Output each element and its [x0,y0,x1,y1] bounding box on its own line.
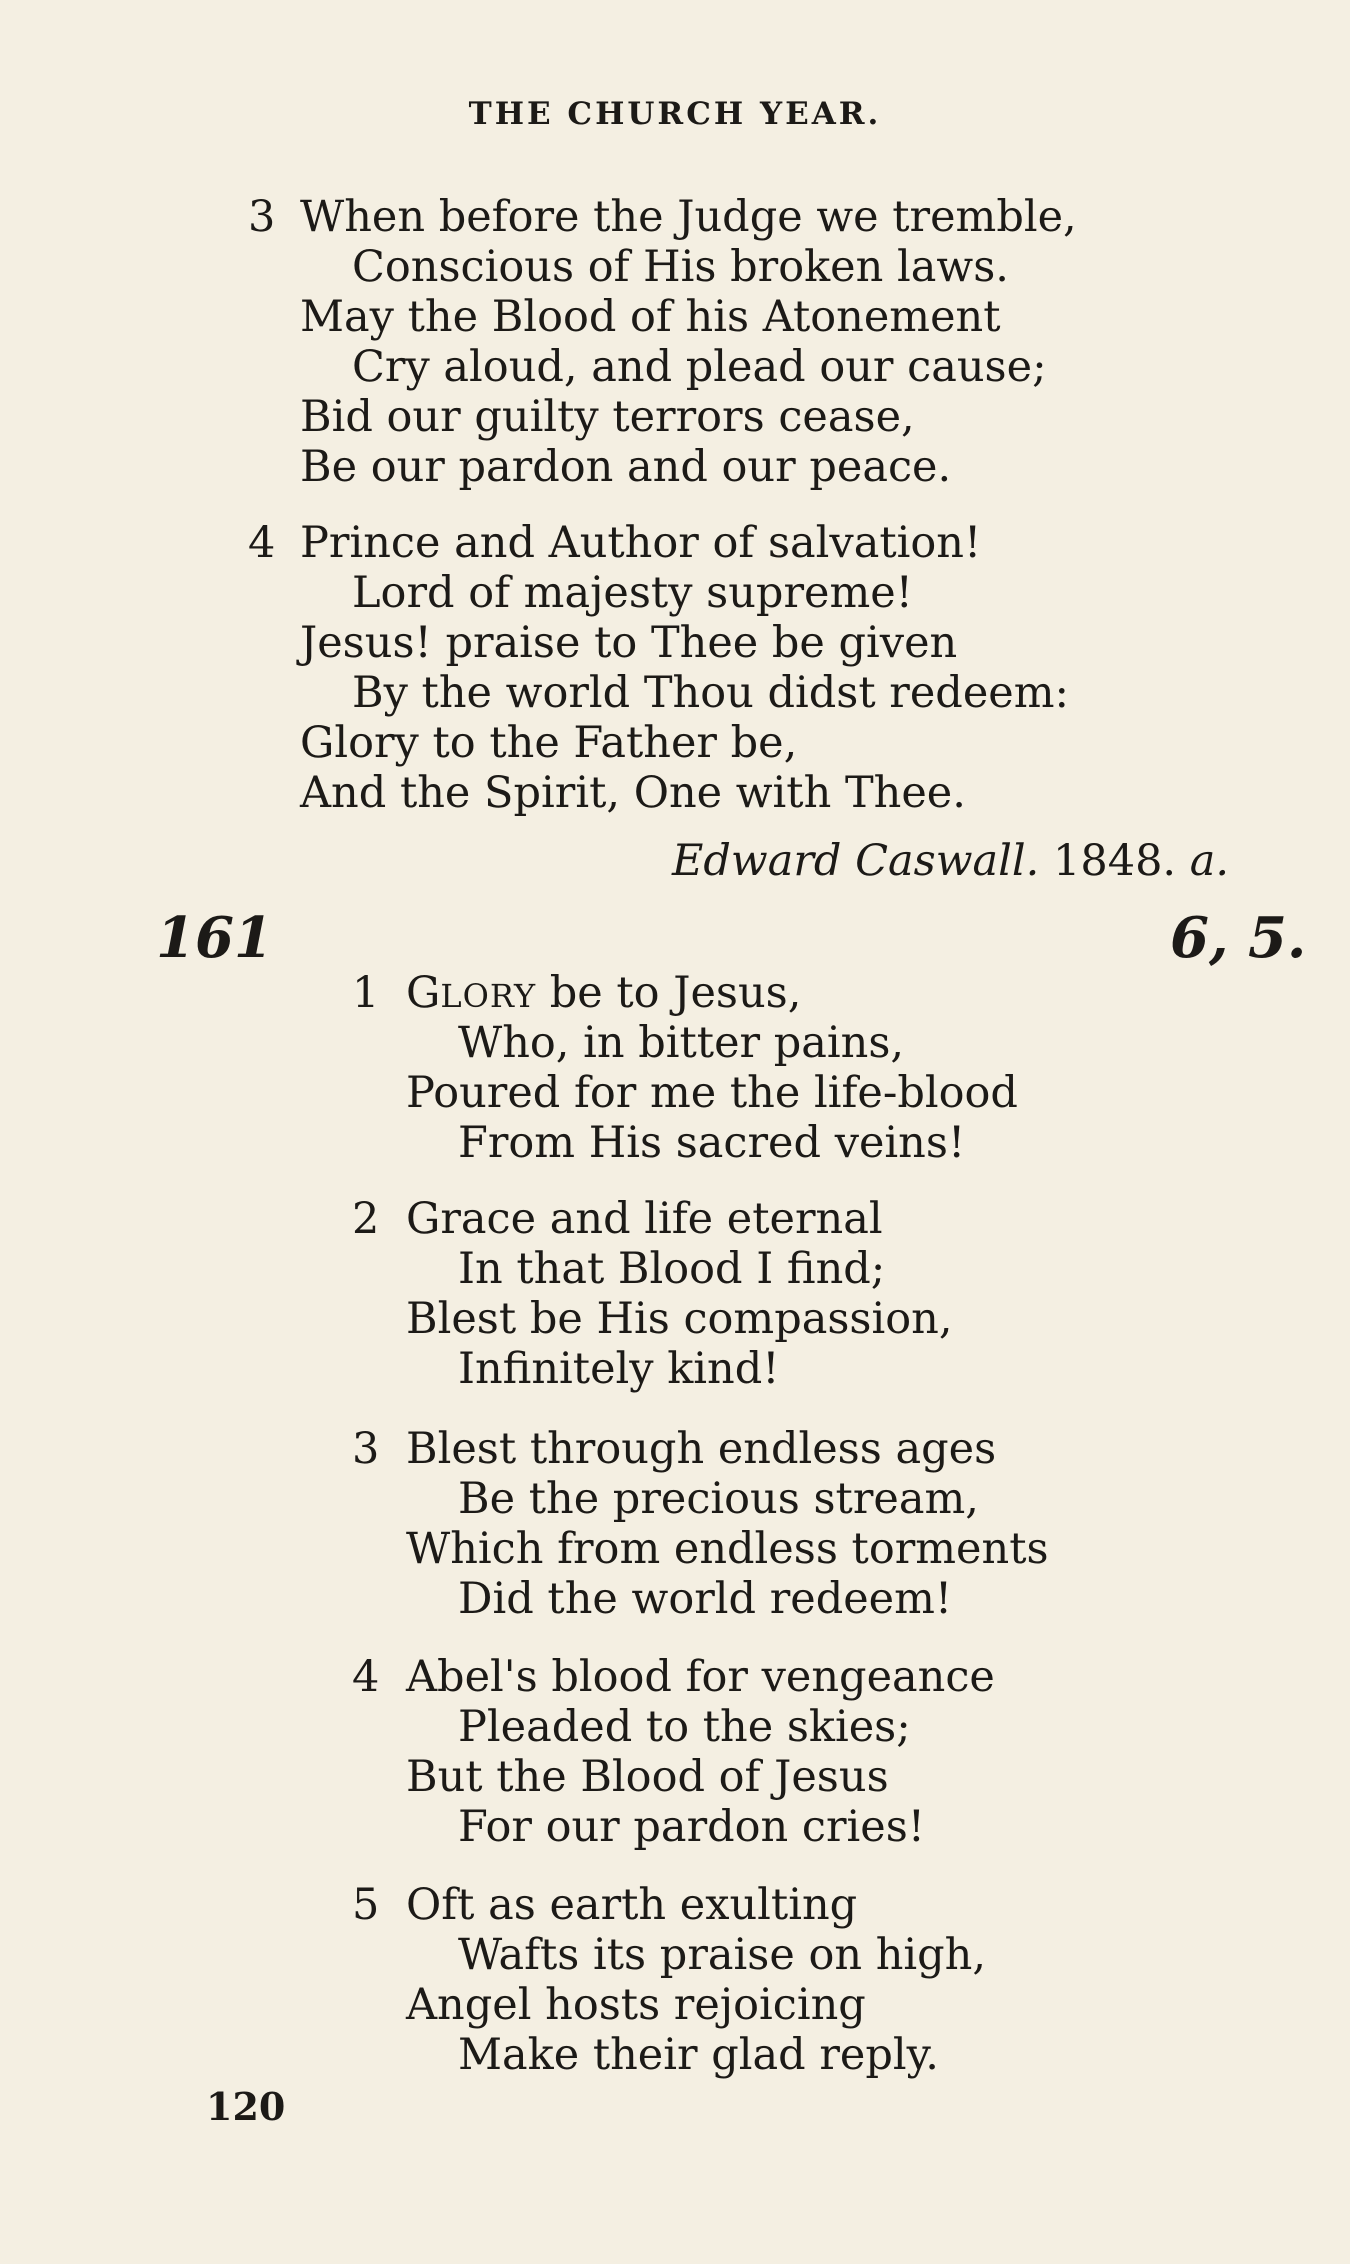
hymn-line: Lord of majesty supreme! [352,568,913,618]
hymn-line: Cry aloud, and plead our cause; [352,342,1047,392]
hymn-line: Pleaded to the skies; [458,1702,911,1752]
hymn-line: Jesus! praise to Thee be given [300,618,958,668]
hymn-number: 161 [156,905,273,971]
hymn-line: Be the precious stream, [458,1474,979,1524]
running-head: THE CHURCH YEAR. [468,96,882,132]
hymn-line: Did the world redeem! [458,1574,953,1624]
hymn-line: Blest be His compassion, [406,1294,953,1344]
first-word-smallcaps: LORY [440,977,537,1015]
hymn-line: In that Blood I find; [458,1244,886,1294]
hymn-line: Poured for me the life-blood [406,1068,1018,1118]
stanza-number: 2 [352,1194,380,1244]
hymn-line [406,968,802,1018]
stanza-number: 3 [248,192,276,242]
stanza-number: 5 [352,1880,380,1930]
hymn-line: Grace and life eternal [406,1194,883,1244]
stanza-number: 1 [352,968,380,1018]
hymn-line: Which from endless torments [406,1524,1049,1574]
hymn-line: Abel's blood for vengeance [406,1652,995,1702]
stanza-number: 3 [352,1424,380,1474]
hymn-line-rest: be to Jesus, [536,968,802,1018]
hymn-line: But the Blood of Jesus [406,1752,889,1802]
hymn-line: Angel hosts rejoicing [406,1980,866,2030]
attribution [672,836,1230,886]
hymn-line: Be our pardon and our peace. [300,442,952,492]
hymn-line: Make their glad reply. [458,2030,939,2080]
hymn-line: Prince and Author of salvation! [300,518,982,568]
hymn-line: Oft as earth exulting [406,1880,858,1930]
hymn-line: Wafts its praise on high, [458,1930,987,1980]
hymn-line: When before the Judge we tremble, [300,192,1077,242]
hymn-line: Who, in bitter pains, [458,1018,905,1068]
page-number: 120 [206,2084,286,2129]
hymn-line: May the Blood of his Atonement [300,292,1001,342]
hymn-line: And the Spirit, One with Thee. [300,768,966,818]
hymn-line: Bid our guilty terrors cease, [300,392,915,442]
stanza-number: 4 [352,1652,380,1702]
hymn-line: Glory to the Father be, [300,718,798,768]
hymn-line: For our pardon cries! [458,1802,926,1852]
source-mark: a. [1189,836,1230,886]
hymn-line: From His sacred veins! [458,1118,966,1168]
hymn-meter: 6, 5. [1170,905,1307,971]
hymn-line: Conscious of His broken laws. [352,242,1009,292]
first-word-initial: G [406,968,441,1018]
author-name: Edward Caswall. [672,836,1040,886]
stanza-number: 4 [248,518,276,568]
hymn-line: Blest through endless ages [406,1424,997,1474]
hymn-line: By the world Thou didst redeem: [352,668,1069,718]
hymn-line: Infinitely kind! [458,1344,780,1394]
year: 1848. [1053,836,1177,886]
